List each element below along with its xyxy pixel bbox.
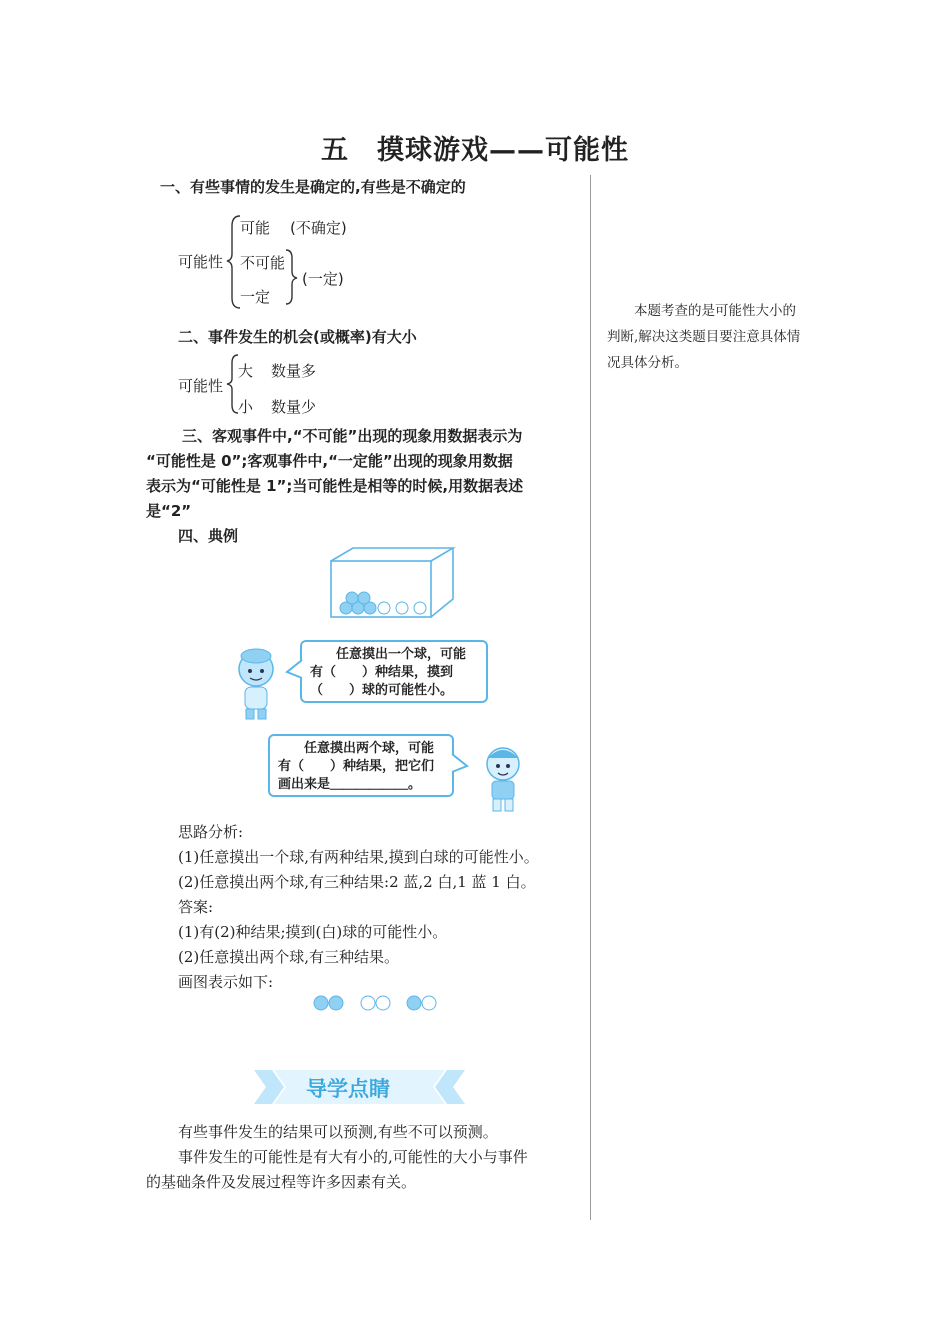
answer-line3: 画图表示如下: <box>178 973 274 991</box>
section2-label: 可能性 <box>178 377 224 395</box>
certain-item: 一定 <box>240 288 271 306</box>
guide-line1: 有些事件发生的结果可以预测,有些不可以预测。 <box>178 1123 498 1141</box>
bubble2-line3: 画出来是＿＿＿＿＿＿。 <box>278 777 422 792</box>
bubble2-tail <box>451 752 469 776</box>
impossible-item: 不可能 <box>240 254 286 272</box>
answer-line1: (1)有(2)种结果;摸到(白)球的可能性小。 <box>178 923 448 941</box>
ball-pairs-drawing <box>312 993 442 1013</box>
bubble1-line1: 任意摸出一个球，可能 <box>336 647 467 662</box>
section3-line1: 三、客观事件中,“不可能”出现的现象用数据表示为 <box>182 427 523 445</box>
guide-line3: 的基础条件及发展过程等许多因素有关。 <box>146 1173 417 1191</box>
girl-character <box>230 645 282 723</box>
more-label: 数量多 <box>271 362 317 380</box>
section4-heading: 四、典例 <box>178 527 239 545</box>
possible-item: 可能 <box>240 219 271 237</box>
bubble1-line2: 有（ ）种结果，摸到 <box>310 665 454 680</box>
section3-line3: 表示为“可能性是 1”;当可能性是相等的时候,用数据表述 <box>146 477 524 495</box>
speech-bubble-1 <box>300 640 488 703</box>
page-title: 五 摸球游戏——可能性 <box>321 135 629 166</box>
big-label: 大 <box>238 362 254 380</box>
section1-heading: 一、有些事情的发生是确定的,有些是不确定的 <box>160 178 466 196</box>
small-label: 小 <box>238 398 254 416</box>
analysis-line1: (1)任意摸出一个球,有两种结果,摸到白球的可能性小。 <box>178 848 539 866</box>
guide-badge-title: 导学点睛 <box>306 1077 390 1101</box>
section3-line2: “可能性是 0”;客观事件中,“一定能”出现的现象用数据 <box>146 452 513 470</box>
boy-character <box>478 742 528 820</box>
bubble2-line2: 有（ ）种结果，把它们 <box>278 759 435 774</box>
section2-heading: 二、事件发生的机会(或概率)有大小 <box>178 328 417 346</box>
side-note: 本题考查的是可能性大小的判断,解决这类题目要注意具体情况具体分析。 <box>607 303 801 371</box>
analysis-line2: (2)任意摸出两个球,有三种结果:2 蓝,2 白,1 蓝 1 白。 <box>178 873 536 891</box>
guide-line2: 事件发生的可能性是有大有小的,可能性的大小与事件 <box>178 1148 528 1166</box>
answer-heading: 答案: <box>178 898 214 916</box>
answer-line2: (2)任意摸出两个球,有三种结果。 <box>178 948 400 966</box>
column-divider <box>590 175 591 1220</box>
bubble2-line1: 任意摸出两个球，可能 <box>304 741 435 756</box>
analysis-heading: 思路分析: <box>178 823 244 841</box>
certain-note: (一定) <box>302 270 344 288</box>
uncertain-note: (不确定) <box>290 219 347 237</box>
less-label: 数量少 <box>271 398 317 416</box>
bubble1-line3: （ ）球的可能性小。 <box>310 683 454 698</box>
speech-bubble-2 <box>268 734 454 797</box>
section1-label: 可能性 <box>178 253 224 271</box>
section3-line4: 是“2” <box>146 502 192 520</box>
ball-box-illustration <box>328 545 458 620</box>
bubble1-tail <box>285 658 303 682</box>
